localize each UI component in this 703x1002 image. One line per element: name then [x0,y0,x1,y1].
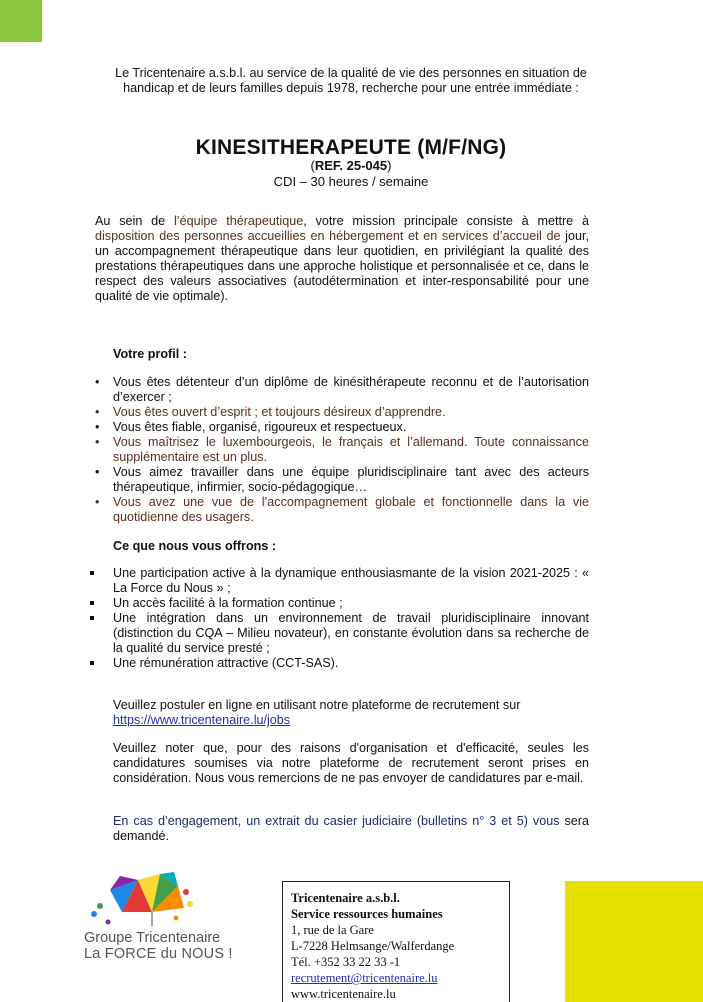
note2-part1: En cas d’engagement, un extrait du casier judiciaire (bulletins n° 3 et 5) vous [113,814,565,828]
offer-item: Une rémunération attractive (CCT-SAS). [88,656,589,671]
contact-dept: Service ressources humaines [291,907,443,921]
mission-part4: disposition des personnes accueillies en hébergement et en services d’accueil de [95,229,561,243]
ref-close: ) [387,158,392,173]
contact-street: 1, rue de la Gare [291,923,374,937]
contact-box [282,881,510,1002]
logo-name: Groupe Tricentenaire [84,930,221,946]
contact-email-link[interactable]: recrutement@tricentenaire.lu [291,971,438,985]
corner-green-block [0,0,42,42]
note2-part2: sera demandé. [113,814,589,843]
profile-item: • Vous maîtrisez le luxembourgeois, le français et l’allemand. Toute connaissance supplémentaire est un plus. [95,435,589,465]
logo-tagline: La FORCE du NOUS ! [84,946,233,962]
ref-number: REF. 25-045 [314,158,388,173]
mission-part1: Au sein de [95,214,174,228]
profile-list [95,375,589,525]
mission-part5: jour, un accompagnement thérapeutique dans leur quotidien, en privilégiant la qualité des prestations thérapeutiques dans une approche holistique et personnalisée et ce, dans le respect des valeurs associatives (autodétermination et inter-responsabilité pour une qualité de vie optimale). [95,229,589,303]
criminal-record-note [113,814,589,844]
job-reference [110,158,592,173]
contact-org: Tricentenaire a.s.b.l. [291,891,400,905]
contact-website: www.tricentenaire.lu [291,987,396,1001]
contact-city: L-7228 Helmsange/Walferdange [291,939,455,953]
profile-item: • Vous avez une vue de l’accompagnement globale et fonctionnelle dans la vie quotidienne des usagers. [95,495,589,525]
intro-text: Le Tricentenaire a.s.b.l. au service de la qualité de vie des personnes en situation de handicap et de leurs familles depuis 1978, recherche pour une entrée immédiate : [115,66,587,95]
offer-item: Un accès facilité à la formation continue ; [88,596,589,611]
offer-heading: Ce que nous vous offrons : [113,539,277,553]
application-note: Veuillez noter que, pour des raisons d'organisation et d'efficacité, seules les candidatures soumises via notre plateforme de recrutement seront prises en considération. Nous vous remercions de ne pas envoyer de candidatures par e-mail. [113,741,589,785]
mission-part2: l’équipe thérapeutique [173,214,304,228]
mission-part3: , votre mission principale consiste à mettre à [303,214,589,228]
contract-type: CDI – 30 heures / semaine [273,174,429,189]
ref-open: ( [310,158,315,173]
job-title: KINESITHERAPEUTE (M/F/NG) [195,136,507,159]
profile-item: • Vous êtes fiable, organisé, rigoureux et respectueux. [95,420,589,435]
contact-phone: Tél. +352 33 22 33 -1 [291,955,401,969]
offer-item: Une participation active à la dynamique enthousiasmante de la vision 2021-2025 : « La Force du Nous » ; [88,566,589,596]
profile-heading: Votre profil : [113,347,187,361]
profile-item: • Vous aimez travailler dans une équipe pluridisciplinaire tant avec des acteurs thérapeutique, infirmier, socio-pédagogique… [95,465,589,495]
apply-paragraph [113,698,589,728]
offer-item: Une intégration dans un environnement de travail pluridisciplinaire innovant (distinction du CQA – Milieu novateur), en constante évolution dans sa recherche de la qualité du service presté ; [88,611,589,656]
profile-item: • Vous êtes ouvert d’esprit ; et toujours désireux d’apprendre. [95,405,589,420]
jobs-link[interactable]: https://www.tricentenaire.lu/jobs [113,713,291,727]
corner-yellow-block [565,881,703,1002]
profile-item: • Vous êtes détenteur d’un diplôme de kinésithérapeute reconnu et de l’autorisation d’exercer ; [95,375,589,405]
mission-paragraph [95,214,589,304]
offer-list [88,566,589,671]
apply-text: Veuillez postuler en ligne en utilisant notre plateforme de recrutement sur [113,698,521,712]
